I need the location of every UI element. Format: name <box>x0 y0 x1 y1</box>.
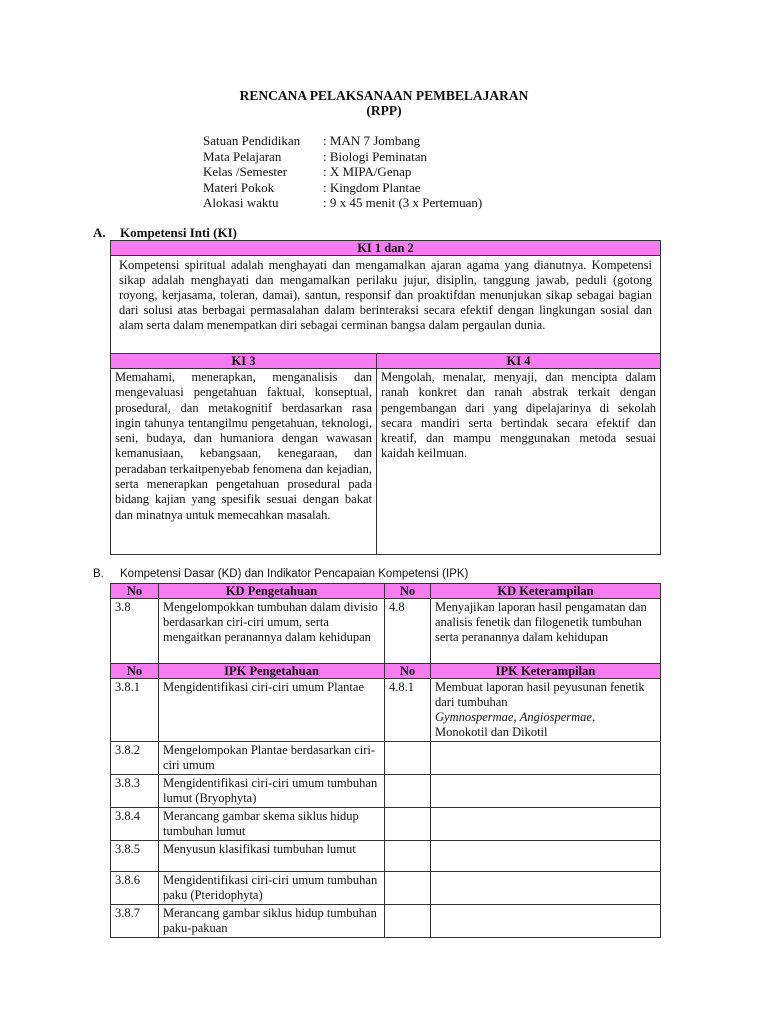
kd-no: 4.8 <box>385 599 431 664</box>
identity-value: : Biologi Peminatan <box>323 148 427 164</box>
table-row <box>111 775 661 808</box>
document-title: RENCANA PELAKSANAAN PEMBELAJARAN <box>239 88 529 103</box>
identity-row <box>203 164 482 180</box>
ipk-keterampilan-no: 4.8.1 <box>385 679 431 742</box>
header-kd-keterampilan: KD Keterampilan <box>431 584 661 599</box>
header-kd-pengetahuan: KD Pengetahuan <box>159 584 385 599</box>
ipk-no: 3.8.7 <box>111 905 159 938</box>
ipk-term-angiospermae: Angiospermae <box>519 710 592 724</box>
section-b-title: Kompetensi Dasar (KD) dan Indikator Pencapaian Kompetensi (IPK) <box>120 568 469 580</box>
identity-label: Alokasi waktu <box>203 195 279 210</box>
empty-cell <box>431 742 661 775</box>
identity-value: : 9 x 45 menit (3 x Pertemuan) <box>323 195 483 210</box>
identity-table <box>203 133 482 211</box>
identity-row <box>203 133 482 149</box>
empty-cell <box>385 905 431 938</box>
ki-table <box>110 240 661 555</box>
header-no: No <box>111 664 159 679</box>
section-a-title: Kompetensi Inti (KI) <box>120 225 237 240</box>
ipk-text: Mengelompokan Plantae berdasarkan ciri-ciri umum <box>159 742 385 775</box>
ipk-no: 3.8.5 <box>111 841 159 872</box>
ipk-term-gymnospermae: Gymnospermae <box>435 710 514 724</box>
empty-cell <box>385 872 431 905</box>
header-no: No <box>111 584 159 599</box>
empty-cell <box>385 775 431 808</box>
header-ipk-pengetahuan: IPK Pengetahuan <box>159 664 385 679</box>
ipk-no: 3.8.4 <box>111 808 159 841</box>
ipk-text: Merancang gambar siklus hidup tumbuhan paku-pakuan <box>159 905 385 938</box>
table-row <box>111 872 661 905</box>
header-no: No <box>385 664 431 679</box>
empty-cell <box>431 808 661 841</box>
header-no: No <box>385 584 431 599</box>
empty-cell <box>431 905 661 938</box>
identity-row <box>203 180 482 196</box>
identity-label: Mata Pelajaran <box>203 148 282 164</box>
ipk-text: Mengidentifikasi ciri-ciri umum Plantae <box>159 679 385 742</box>
ki12-header: KI 1 dan 2 <box>111 241 661 256</box>
ipk-keterampilan-text-b: Monokotil dan Dikotil <box>435 725 548 739</box>
ki4-header: KI 4 <box>377 354 661 369</box>
identity-row <box>203 149 482 165</box>
identity-row <box>203 195 482 211</box>
ipk-keterampilan-text-a: Membuat laporan hasil peyusunan fenetik dari tumbuhan <box>435 680 645 709</box>
ki3-text: Memahami, menerapkan, menganalisis dan mengevaluasi pengetahuan faktual, konseptual, prosedural, dan metakognitif berdasarkan rasa ingin tahunya tentangilmu pengetahuan, teknologi, seni, budaya, dan humaniora dengan wawasan kemanusiaan, kebangsaan, kenegaraan, dan peradaban terkaitpenyebab fenomena dan kejadian, serta menerapkan pengetahuan prosedural pada bidang kajian yang spesifik sesuai dengan bakat dan minatnya untuk memecahkan masalah. <box>111 369 377 555</box>
ipk-no: 3.8.6 <box>111 872 159 905</box>
section-a-letter: A. <box>93 225 106 240</box>
table-row <box>111 841 661 872</box>
table-row <box>111 679 661 742</box>
identity-value: : X MIPA/Genap <box>323 164 412 179</box>
table-row <box>111 742 661 775</box>
ipk-no: 3.8.2 <box>111 742 159 775</box>
kd-text: Mengelompokkan tumbuhan dalam divisio berdasarkan ciri-ciri umum, serta mengaitkan peranannya dalam kehidupan <box>159 599 385 664</box>
ipk-term-separator: , <box>591 710 596 724</box>
ipk-text: Menyusun klasifikasi tumbuhan lumut <box>159 841 385 872</box>
table-row <box>111 905 661 938</box>
identity-value: : MAN 7 Jombang <box>323 133 421 148</box>
section-a-heading <box>93 225 237 241</box>
empty-cell <box>385 841 431 872</box>
empty-cell <box>385 808 431 841</box>
header-ipk-keterampilan: IPK Keterampilan <box>431 664 661 679</box>
section-b-heading <box>93 568 468 580</box>
ipk-text: Merancang gambar skema siklus hidup tumbuhan lumut <box>159 808 385 841</box>
ipk-text: Mengidentifikasi ciri-ciri umum tumbuhan paku (Pteridophyta) <box>159 872 385 905</box>
empty-cell <box>431 841 661 872</box>
identity-value: : Kingdom Plantae <box>323 179 421 195</box>
document-subtitle: (RPP) <box>366 103 402 118</box>
ipk-term-separator: , <box>513 710 520 724</box>
table-row <box>111 808 661 841</box>
kd-ipk-table <box>110 583 661 938</box>
ki3-header: KI 3 <box>111 354 377 369</box>
ipk-text: Mengidentifikasi ciri-ciri umum tumbuhan lumut (Bryophyta) <box>159 775 385 808</box>
empty-cell <box>385 742 431 775</box>
ipk-keterampilan-text <box>431 679 661 742</box>
kd-text: Menyajikan laporan hasil pengamatan dan analisis fenetik dan filogenetik tumbuhan serta peranannya dalam kehidupan <box>431 599 661 664</box>
ipk-no: 3.8.1 <box>111 679 159 742</box>
ki4-text: Mengolah, menalar, menyaji, dan mencipta dalam ranah konkret dan ranah abstrak terkait dengan pengembangan dari yang dipelajarinya di sekolah secara mandiri serta bertindak secara efektif dan kreatif, dan mampu menggunakan metoda sesuai kaidah keilmuan. <box>377 369 661 555</box>
ipk-no: 3.8.3 <box>111 775 159 808</box>
ki12-text: Kompetensi spiritual adalah menghayati dan mengamalkan ajaran agama yang dianutnya. Kompetensi sikap adalah menghayati dan mengamalkan perilaku jujur, disiplin, tanggung jawab, peduli (gotong royong, kerjasama, toleran, damai), santun, responsif dan proaktifdan menunjukan sikap sebagai bagian dari solusi atas berbagai permasalahan dalam berinteraksi secara efektif dengan lingkungan sosial dan alam serta dalam menempatkan diri sebagai cerminan bangsa dalam pergaulan dunia. <box>111 256 661 354</box>
identity-label: Materi Pokok <box>203 179 275 195</box>
identity-label: Satuan Pendidikan <box>203 133 301 148</box>
empty-cell <box>431 872 661 905</box>
section-b-letter: B. <box>93 568 104 580</box>
kd-no: 3.8 <box>111 599 159 664</box>
empty-cell <box>431 775 661 808</box>
identity-label: Kelas /Semester <box>203 164 288 179</box>
